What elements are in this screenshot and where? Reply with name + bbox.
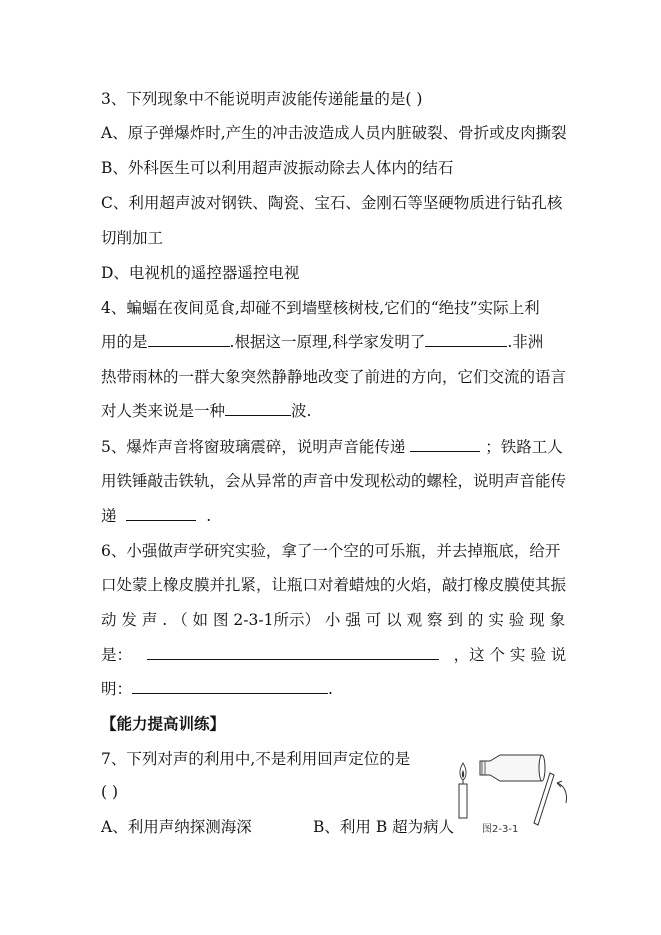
- q4-line2: [101, 332, 543, 352]
- q6-line4: [101, 645, 566, 665]
- q3-option-d: D、电视机的遥控器遥控电视: [101, 264, 300, 282]
- q4-blank-1[interactable]: [148, 332, 230, 347]
- q5-text-b: ；铁路工人: [485, 438, 563, 456]
- q5-blank-1[interactable]: [410, 437, 480, 452]
- q6-line1: 6、小强做声学研究实验，拿了一个空的可乐瓶，并去掉瓶底，给开: [101, 542, 561, 560]
- section-heading: 【能力提高训练】: [101, 714, 226, 733]
- bottle-icon: [480, 755, 545, 781]
- q4-line4: [101, 401, 311, 421]
- q5-text-d: .: [206, 507, 212, 525]
- q4-text-e: 波.: [291, 402, 312, 420]
- q4-text-a: 用的是: [101, 333, 148, 351]
- q6-line3: 动 发 声 . （ 如 图 2-3-1所示） 小 强 可 以 观 察 到 的 实 验 现 象: [101, 611, 566, 629]
- q4-blank-3[interactable]: [225, 401, 291, 416]
- q4-text-b: .根据这一原理,科学家发明了: [229, 333, 426, 351]
- q7-line1: 7、下列对声的利用中,不是利用回声定位的是: [101, 750, 411, 768]
- q6-line5: [101, 679, 333, 699]
- q5-blank-2[interactable]: [126, 506, 196, 521]
- q5-line2: 用铁锤敲击铁轨，会从异常的声音中发现松动的螺栓，说明声音能传: [101, 472, 567, 490]
- q4-blank-2[interactable]: [425, 332, 507, 347]
- q3-option-c-cont: 切削加工: [101, 229, 164, 247]
- q6-blank-2[interactable]: [132, 679, 328, 694]
- candle-icon: [459, 763, 467, 818]
- q7-option-b: B、利用 B 超为病人: [313, 818, 455, 836]
- q3-option-a: A、原子弹爆炸时,产生的冲击波造成人员内脏破裂、骨折或皮肉撕裂: [101, 124, 567, 142]
- q4-line3: 热带雨林的一群大象突然静静地改变了前进的方向，它们交流的语言: [101, 368, 567, 386]
- q4-text-d: 对人类来说是一种: [101, 402, 226, 420]
- q4-line1: 4、蝙蝠在夜间觅食,却碰不到墙壁核树枝,它们的“绝技”实际上利: [101, 299, 540, 317]
- q3-stem: 3、下列现象中不能说明声波能传递能量的是( ): [101, 90, 423, 108]
- q3-option-b: B、外科医生可以利用超声波振动除去人体内的结石: [101, 159, 454, 177]
- q6-blank-1[interactable]: [147, 645, 439, 660]
- q5-line3: [101, 506, 211, 526]
- q5-text-c: 递: [101, 507, 117, 525]
- figure-caption: 图2-3-1: [482, 824, 519, 835]
- q7-option-a: A、利用声纳探测海深: [101, 818, 252, 836]
- q6-text-a: 是：: [101, 646, 133, 664]
- q5-text-a: 5、爆炸声音将窗玻璃震碎，说明声音能传递: [101, 438, 406, 456]
- q4-text-c: .非洲: [507, 333, 544, 351]
- q6-text-c: 明：: [101, 680, 133, 698]
- q3-option-c: C、利用超声波对钢铁、陶瓷、宝石、金刚石等坚硬物质进行钻孔核: [101, 194, 563, 212]
- q7-line2: ( ): [101, 783, 119, 801]
- q6-text-d: .: [328, 680, 333, 698]
- q6-line2: 口处蒙上橡皮膜并扎紧，让瓶口对着蜡烛的火焰，敲打橡皮膜使其振: [101, 576, 567, 594]
- q5-line1: [101, 437, 563, 457]
- arrow-icon: [557, 781, 567, 803]
- q6-text-b: ，这 个 实 验 说: [453, 646, 567, 664]
